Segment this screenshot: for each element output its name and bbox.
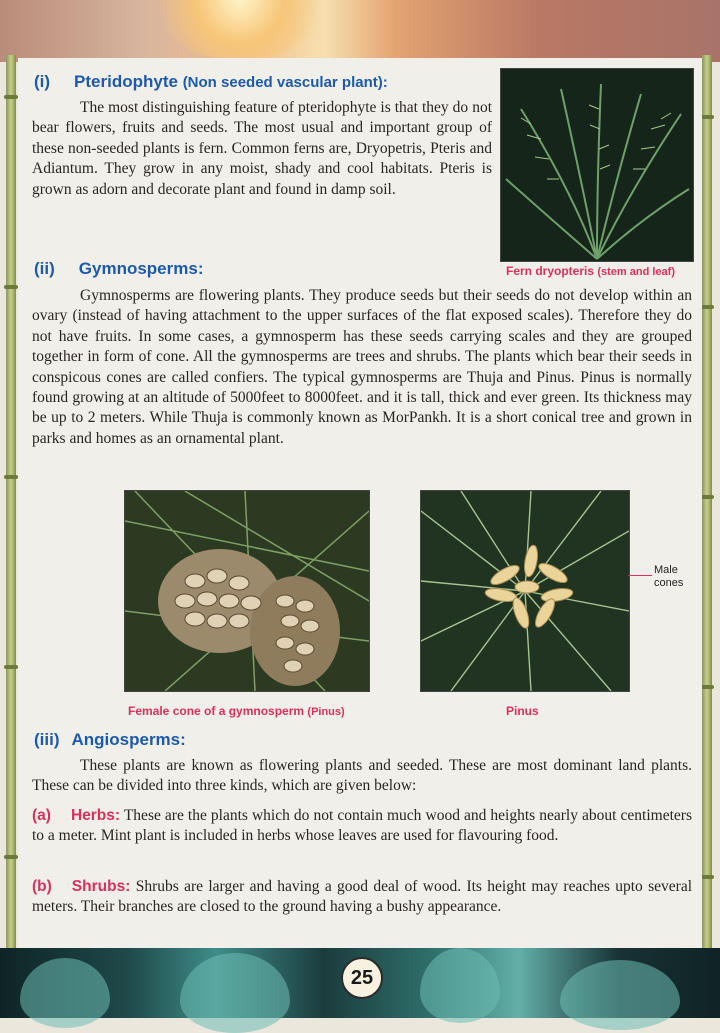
female-cone-photo: [124, 490, 370, 692]
section-title: Angiosperms:: [71, 730, 186, 749]
page-number: 25: [341, 957, 383, 999]
section-heading-gymnosperms: [34, 259, 203, 279]
female-cone-caption-name: Female cone of a gymnosperm: [128, 704, 305, 718]
herbs-text: These are the plants which do not contain much wood and heights nearly about centimeters to a meter. Mint plant is included in herbs whose leaves are used for flavouring food.: [32, 807, 692, 845]
fern-photo: [500, 68, 694, 262]
male-cones-illustration: [421, 491, 629, 691]
gymnosperms-text: Gymnosperms are flowering plants. They produce seeds but their seeds do not develop within an ovary (instead of having attachment to the upper surfaces of the flat exposed scales). Therefore they do not have fruits. In some cases, a gymnosperm has these seeds carrying scales and they are grouped together in form of cone. All the gymnosperms are trees and shrubs. The plants which bear their seeds in conspicous cones are called confiers. The typical gymnosperms are Thuja and Pinus. Pinus is normally found growing at an altitude of 5000feet to 8000feet. and it is tall, thick and ever green. Its thickness may be up to 2 meters. While Thuja is commonly known as MorPankh. It is a short conical tree and grown in parks and homes as an ornamental plant.: [32, 287, 692, 447]
fern-illustration: [501, 69, 693, 261]
section-heading-angiosperms: [34, 730, 186, 750]
left-bamboo-border: [6, 55, 16, 960]
female-cone-caption: [128, 704, 345, 718]
sun-burst-decoration: [150, 0, 330, 60]
angiosperms-paragraph: [32, 756, 692, 797]
section-number: (iii): [34, 730, 60, 749]
section-heading-pteridophyte: [34, 72, 388, 92]
angiosperms-text: These plants are known as flowering plants and seeded. These are most dominant land plants. These can be divided into three kinds, which are given below:: [32, 757, 692, 795]
shrubs-name: Shrubs:: [71, 878, 131, 895]
fern-caption: [506, 264, 675, 278]
female-cone-caption-detail: (Pinus): [307, 706, 345, 718]
male-cones-callout: [654, 564, 683, 590]
section-number: (ii): [34, 259, 55, 278]
callout-line-2: cones: [654, 577, 684, 589]
section-title: Gymnosperms:: [78, 259, 204, 278]
shrubs-text: Shrubs are larger and having a good deal of wood. Its height may reaches upto several meters. Their branches are closed to the ground having a bushy appearance.: [32, 878, 693, 916]
shrubs-paragraph: [32, 877, 692, 918]
leaf-decoration: [560, 960, 680, 1030]
leaf-decoration: [420, 948, 500, 1023]
leaf-decoration: [180, 953, 290, 1033]
fern-caption-name: Fern dryopteris: [506, 264, 595, 278]
herbs-name: Herbs:: [70, 807, 121, 824]
pinus-photo: [420, 490, 630, 692]
herbs-paragraph: [32, 806, 692, 847]
section-subtitle: (Non seeded vascular plant):: [182, 74, 388, 91]
herbs-label: (a): [32, 807, 51, 824]
right-bamboo-border: [702, 55, 712, 960]
callout-line-1: Male: [654, 564, 678, 576]
section-title: Pteridophyte: [74, 72, 178, 91]
pine-cone-illustration: [125, 491, 369, 691]
male-cones-pointer-line: [628, 575, 652, 576]
fern-caption-detail: (stem and leaf): [597, 266, 676, 278]
shrubs-label: (b): [32, 878, 52, 895]
top-decorative-band: [0, 0, 720, 62]
gymnosperms-paragraph: [32, 286, 692, 449]
pteridophyte-paragraph: [32, 98, 492, 200]
section-number: (i): [34, 72, 51, 91]
pteridophyte-text: The most distinguishing feature of pteridophyte is that they do not bear flowers, fruits and seeds. The most usual and important group of these non-seeded plants is fern. Common ferns are, Dryopetris, Pteris and Adiantum. They grow in any moist, shady and cool habitats. Pteris is grown as adorn and decorate plant and found in damp soil.: [32, 99, 492, 198]
pinus-caption: Pinus: [506, 704, 539, 718]
